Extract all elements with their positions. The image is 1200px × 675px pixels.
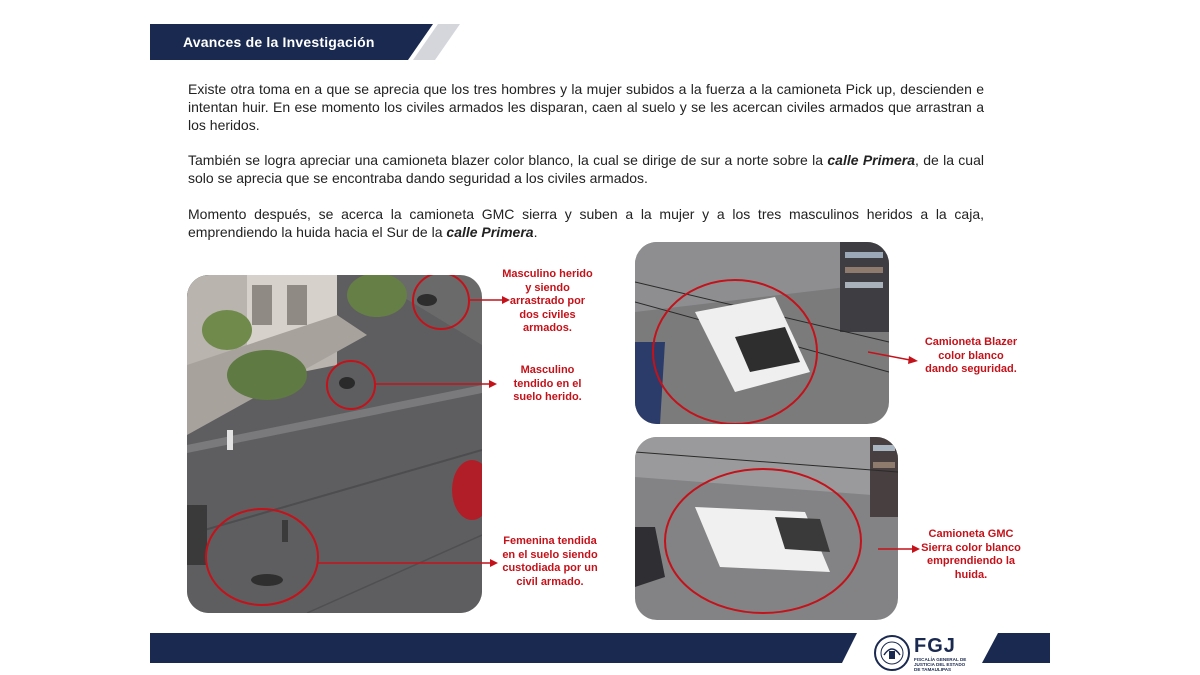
street-name-emphasis: calle Primera: [446, 224, 534, 240]
street-name-emphasis: calle Primera: [827, 152, 915, 168]
header-title: Avances de la Investigación: [183, 34, 375, 50]
paragraph-2-text-a: También se logra apreciar una camioneta blazer color blanco, la cual se dirige de sur a norte sobre la: [188, 152, 828, 168]
seal-icon: [872, 633, 912, 673]
section-header: [150, 24, 460, 60]
annotation-gmc-fleeing: Camioneta GMC Sierra color blanco emprendiendo la huida.: [921, 528, 1021, 581]
arrow-a4: [868, 348, 918, 368]
annotation-blazer-security: Camioneta Blazer color blanco dando seguridad.: [924, 336, 1018, 375]
logo-acronym: FGJ: [914, 635, 956, 657]
paragraph-3: [188, 205, 984, 241]
annotation-wounded-dragged: Masculino herido y siendo arrastrado por dos civiles armados.: [502, 268, 593, 334]
arrow-a5: [878, 540, 920, 558]
aerial-photo-blazer: [635, 242, 889, 424]
annotation-woman-guarded: Femenina tendida en el suelo siendo custodiada por un civil armado.: [502, 535, 598, 588]
arrow-a3: [318, 553, 498, 573]
arrow-a2: [375, 374, 497, 394]
logo-subtitle: FISCALÍA GENERAL DE JUSTICIA DEL ESTADO DE TAMAULIPAS: [914, 657, 967, 672]
annotation-wounded-lying: Masculino tendido en el suelo herido.: [513, 364, 582, 403]
paragraph-2-text-b: , de la cual solo se aprecia que se encontraba dando seguridad a los civiles armados.: [188, 152, 984, 186]
aerial-photo-gmc-sierra: [635, 437, 898, 620]
paragraph-2: [188, 151, 984, 187]
paragraph-3-text-b: .: [533, 224, 538, 240]
paragraph-1: Existe otra toma en a que se aprecia que los tres hombres y la mujer subidos a la fuerza a la camioneta Pick up, descienden e intentan huir. En ese momento los civiles armados les disparan, caen al suelo y se les acercan civiles armados que arrastran a los heridos.: [188, 81, 984, 133]
paragraph-3-text-a: Momento después, se acerca la camioneta GMC sierra y suben a la mujer y a los tres masculinos heridos a la caja, emprendiendo la huida hacia el Sur de la: [188, 206, 984, 240]
fgj-logo: [872, 633, 972, 673]
